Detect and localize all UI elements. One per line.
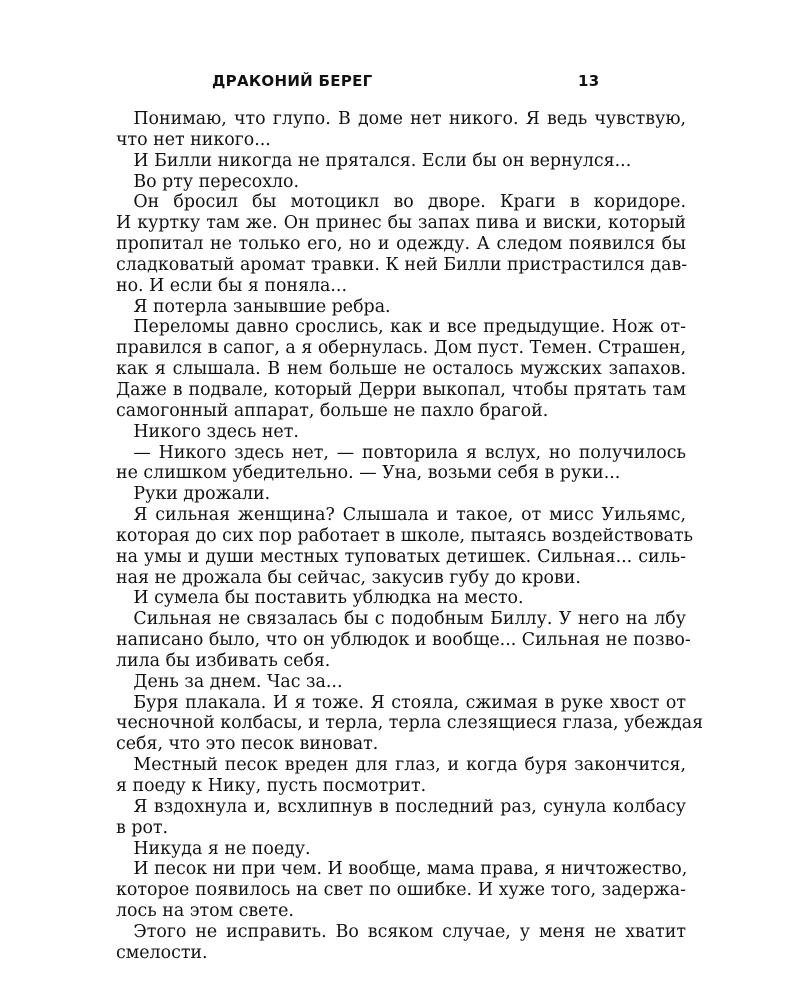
- text-line: я поеду к Нику, пусть посмотрит.: [116, 776, 427, 796]
- text-line: лила бы избивать себя.: [116, 650, 331, 671]
- text-line: сладковатый аромат травки. К ней Билли пристрастился дав-: [116, 254, 688, 275]
- paragraph: [116, 859, 686, 922]
- running-head: [116, 72, 686, 92]
- text-line: пропитал не только его, но и одежду. А следом появился бы: [116, 234, 686, 255]
- text-line: Я потерла занывшие ребра.: [116, 296, 391, 317]
- paragraph: [116, 109, 686, 151]
- text-line: Руки дрожали.: [116, 484, 271, 505]
- book-title: ДРАКОНИЙ БЕРЕГ: [212, 72, 373, 90]
- text-line: Понимаю, что глупо. В доме нет никого. Я ведь чувствую,: [116, 109, 686, 129]
- text-line: Никуда я не поеду.: [116, 838, 311, 859]
- paragraph: [116, 922, 686, 964]
- text-line: И Билли никогда не прятался. Если бы он вернулся...: [116, 150, 632, 171]
- paragraph: [116, 297, 686, 318]
- text-line: И песок ни при чем. И вообще, мама права, я ничтожество,: [116, 859, 688, 880]
- body-text: [116, 109, 704, 964]
- paragraph: [116, 692, 704, 756]
- paragraph: [116, 192, 686, 296]
- text-line: И сумела бы поставить ублюдка на место.: [116, 588, 524, 609]
- paragraph: [116, 443, 686, 485]
- text-line: которое появилось на свет по ошибке. И хуже того, задержа-: [116, 880, 686, 901]
- text-line: лось на этом свете.: [116, 901, 294, 922]
- text-line: самогонный аппарат, больше не пахло брагой.: [116, 400, 549, 421]
- text-line: написано было, что он ублюдок и вообще... Сильная не позво-: [116, 630, 691, 651]
- text-line: смелости.: [116, 942, 208, 963]
- text-line: День за днем. Час за...: [116, 671, 343, 692]
- paragraph: [116, 505, 693, 588]
- text-line: Во рту пересохло.: [116, 171, 300, 192]
- paragraph: [116, 588, 686, 609]
- text-line: Переломы давно срослись, как и все предыдущие. Нож от-: [116, 317, 686, 338]
- paragraph: [116, 609, 691, 672]
- text-line: не слишком убедительно. — Уна, возьми себя в руки...: [116, 463, 621, 484]
- text-line: Этого не исправить. Во всяком случае, у меня не хватит: [116, 921, 686, 942]
- text-line: которая до сих пор работает в школе, пытаясь воздействовать: [116, 525, 693, 546]
- text-line: ная не дрожала бы сейчас, закусив губу до крови.: [116, 567, 581, 588]
- text-line: Он бросил бы мотоцикл во дворе. Краги в коридоре.: [116, 192, 686, 213]
- text-line: на умы и души местных туповатых детишек. Сильная... силь-: [116, 546, 686, 567]
- paragraph: [116, 797, 686, 839]
- text-line: Никого здесь нет.: [116, 421, 299, 442]
- text-line: Сильная не связалась бы с подобным Биллу. У него на лбу: [116, 609, 686, 630]
- text-line: Я вздохнула и, всхлипнув в последний раз, сунула колбасу: [116, 796, 686, 817]
- text-line: Даже в подвале, который Дерри выкопал, чтобы прятать там: [116, 379, 686, 400]
- text-line: Я сильная женщина? Слышала и такое, от мисс Уильямс,: [116, 505, 686, 526]
- text-line: — Никого здесь нет, — повторила я вслух, но получилось: [116, 442, 686, 463]
- paragraph: [116, 839, 686, 860]
- paragraph: [116, 755, 686, 797]
- text-line: И куртку там же. Он принес бы запах пива и виски, который: [116, 213, 686, 234]
- text-line: Буря плакала. И я тоже. Я стояла, сжимая в руке хвост от: [116, 692, 686, 713]
- text-line: себя, что это песок виноват.: [116, 734, 379, 755]
- text-line: что нет никого...: [116, 129, 271, 150]
- paragraph: [116, 151, 686, 172]
- paragraph: [116, 317, 686, 421]
- text-line: в рот.: [116, 817, 169, 838]
- text-line: правился в сапог, а я обернулась. Дом пуст. Темен. Страшен,: [116, 338, 686, 359]
- page-number: 13: [578, 72, 600, 90]
- paragraph: [116, 422, 686, 443]
- text-line: как я слышала. В нем больше не осталось мужских запахов.: [116, 359, 686, 380]
- paragraph: [116, 172, 686, 193]
- text-line: Местный песок вреден для глаз, и когда буря закончится,: [116, 755, 686, 776]
- text-line: чесночной колбасы, и терла, терла слезящиеся глаза, убеждая: [116, 713, 704, 734]
- text-line: но. И если бы я поняла...: [116, 275, 347, 296]
- paragraph: [116, 484, 686, 505]
- paragraph: [116, 672, 686, 693]
